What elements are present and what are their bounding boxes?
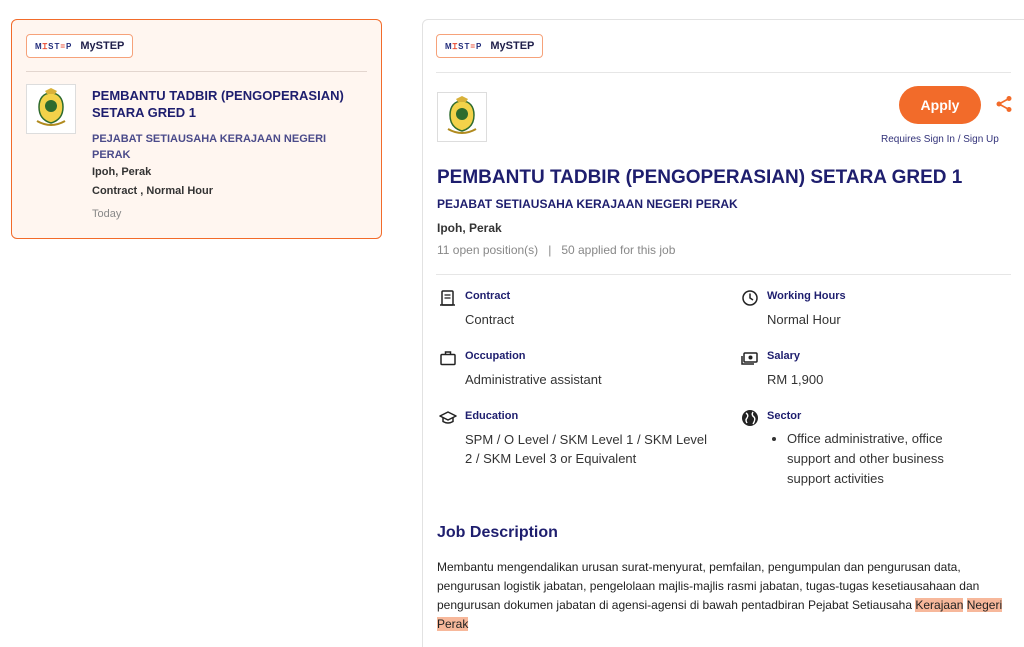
contract-icon [439, 289, 457, 307]
stats-separator: | [548, 243, 552, 257]
job-card-selected[interactable] [11, 19, 382, 239]
info-education [439, 409, 709, 469]
job-description-heading: Job Description [437, 524, 558, 541]
share-icon[interactable] [995, 95, 1013, 113]
open-positions: 11 open position(s) [437, 243, 539, 257]
briefcase-icon [439, 349, 457, 367]
info-salary [741, 349, 1011, 389]
clock-icon [741, 289, 759, 307]
occupation-value: Administrative assistant [465, 372, 602, 387]
graduation-cap-icon [439, 409, 457, 427]
search-highlight: Perak [437, 617, 469, 631]
company-name: PEJABAT SETIAUSAHA KERAJAAN NEGERI PERAK [437, 197, 738, 211]
divider [436, 72, 1011, 73]
page-title: PEMBANTU TADBIR (PENGOPERASIAN) SETARA GRED 1 [437, 167, 963, 188]
applied-count: 50 applied for this job [561, 243, 676, 257]
sector-list [769, 429, 989, 489]
source-badge [26, 34, 133, 58]
company-name: PEJABAT SETIAUSAHA KERAJAAN NEGERI PERAK [92, 133, 327, 161]
job-title[interactable]: PEMBANTU TADBIR (PENGOPERASIAN) SETARA GRED 1 [92, 88, 344, 120]
salary-icon [741, 349, 759, 367]
apply-button[interactable]: Apply [899, 86, 981, 124]
job-description-body: Membantu mengendalikan urusan surat-menyurat, pemfailan, pengumpulan dan pengurusan data, pengurusan logistik jabatan, pengelolaan majlis-majlis rasmi jabatan, tugas-tugas kesetiausahaan dan pengurusan dokumen jabatan di agensi-agensi di bawah pentadbiran Pejabat Setiausaha [437, 560, 980, 612]
globe-icon [741, 409, 759, 427]
sector-label: Sector [767, 410, 802, 422]
sign-in-note[interactable]: Requires Sign In / Sign Up [881, 134, 999, 145]
mystep-logo: MꞮST=P [445, 41, 483, 51]
source-badge-label: MySTEP [490, 40, 535, 52]
job-description-text [437, 558, 1022, 634]
sector-item: • Office administrative, office support and other business support activities [787, 429, 989, 489]
divider [436, 274, 1011, 275]
info-sector [741, 409, 1011, 489]
salary-value: RM 1,900 [767, 372, 824, 387]
crest-icon [437, 92, 487, 142]
search-highlight: Kerajaan [915, 598, 964, 612]
divider [26, 71, 367, 72]
info-working-hours [741, 289, 1011, 329]
education-label: Education [465, 410, 519, 422]
occupation-label: Occupation [465, 350, 526, 362]
job-location: Ipoh, Perak [437, 221, 502, 235]
posted-date: Today [92, 208, 122, 220]
job-type: Contract , Normal Hour [92, 185, 214, 197]
info-contract [439, 289, 709, 329]
mystep-logo: MꞮST=P [35, 41, 73, 51]
crest-icon [26, 84, 76, 134]
contract-label: Contract [465, 290, 511, 302]
working-hours-label: Working Hours [767, 290, 846, 302]
job-detail-panel [422, 19, 1024, 647]
working-hours-value: Normal Hour [767, 312, 841, 327]
education-value: SPM / O Level / SKM Level 1 / SKM Level 2 / SKM Level 3 or Equivalent [465, 432, 708, 466]
job-location: Ipoh, Perak [92, 166, 152, 178]
search-highlight: Negeri [966, 598, 1003, 612]
contract-value: Contract [465, 312, 515, 327]
job-stats [437, 243, 675, 257]
info-occupation [439, 349, 709, 389]
source-badge-label: MySTEP [80, 40, 125, 52]
salary-label: Salary [767, 350, 801, 362]
source-badge [436, 34, 543, 58]
